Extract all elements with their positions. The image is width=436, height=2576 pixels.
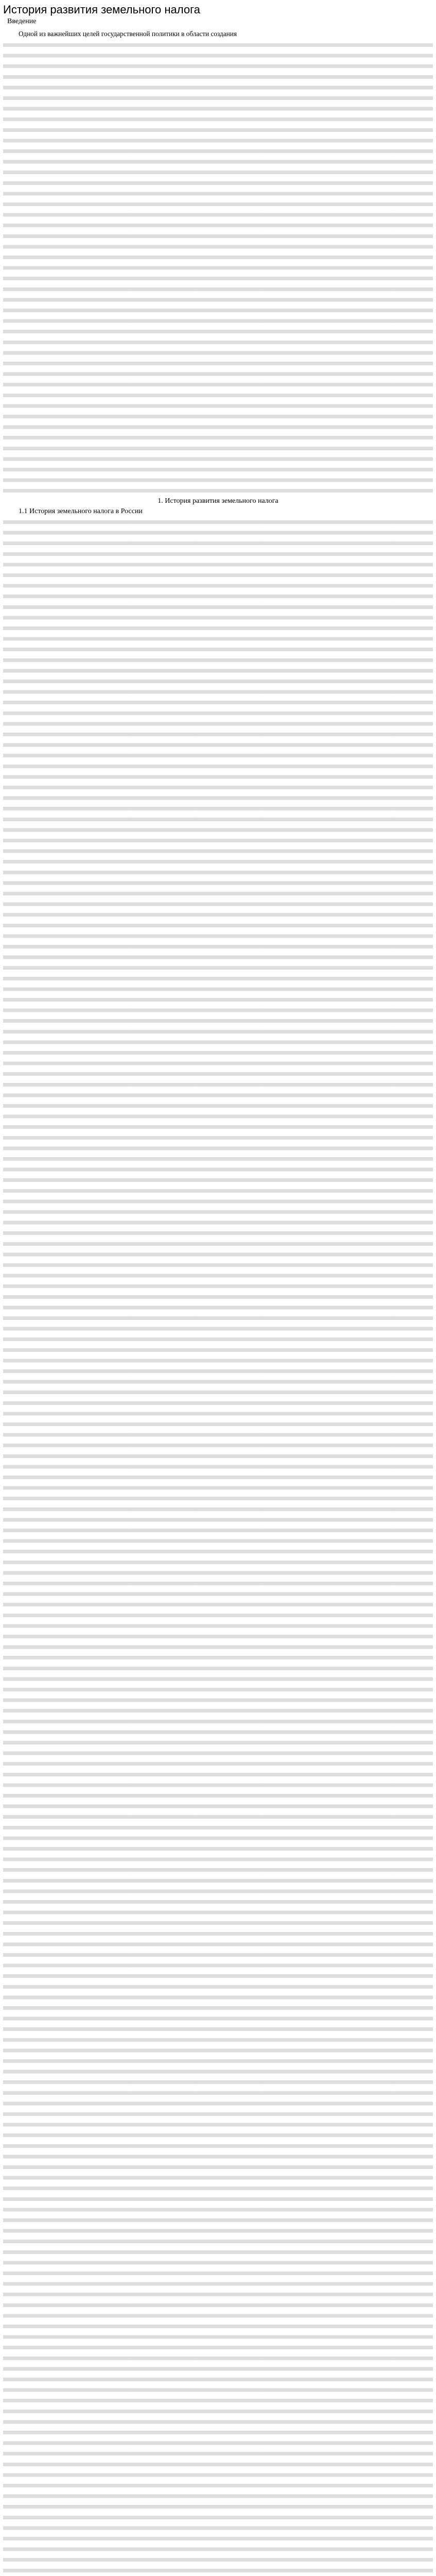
intro-paragraph xyxy=(3,29,433,146)
subsection-heading: 1.1 История земельного налога в России xyxy=(19,507,143,515)
body-paragraph xyxy=(3,146,433,496)
chapter-heading: 1. История развития земельного налога xyxy=(158,497,278,505)
intro-paragraph-lines xyxy=(3,40,433,146)
chapter-body-lines xyxy=(3,517,433,2576)
body-paragraph-lines xyxy=(3,146,433,496)
chapter-body-paragraphs xyxy=(3,517,433,2576)
document-title: История развития земельного налога xyxy=(3,3,200,16)
intro-heading: Введение xyxy=(7,18,37,25)
intro-first-line: Одной из важнейших целей государственной политики в области создания xyxy=(19,30,237,38)
intro-heading-row xyxy=(3,18,433,26)
